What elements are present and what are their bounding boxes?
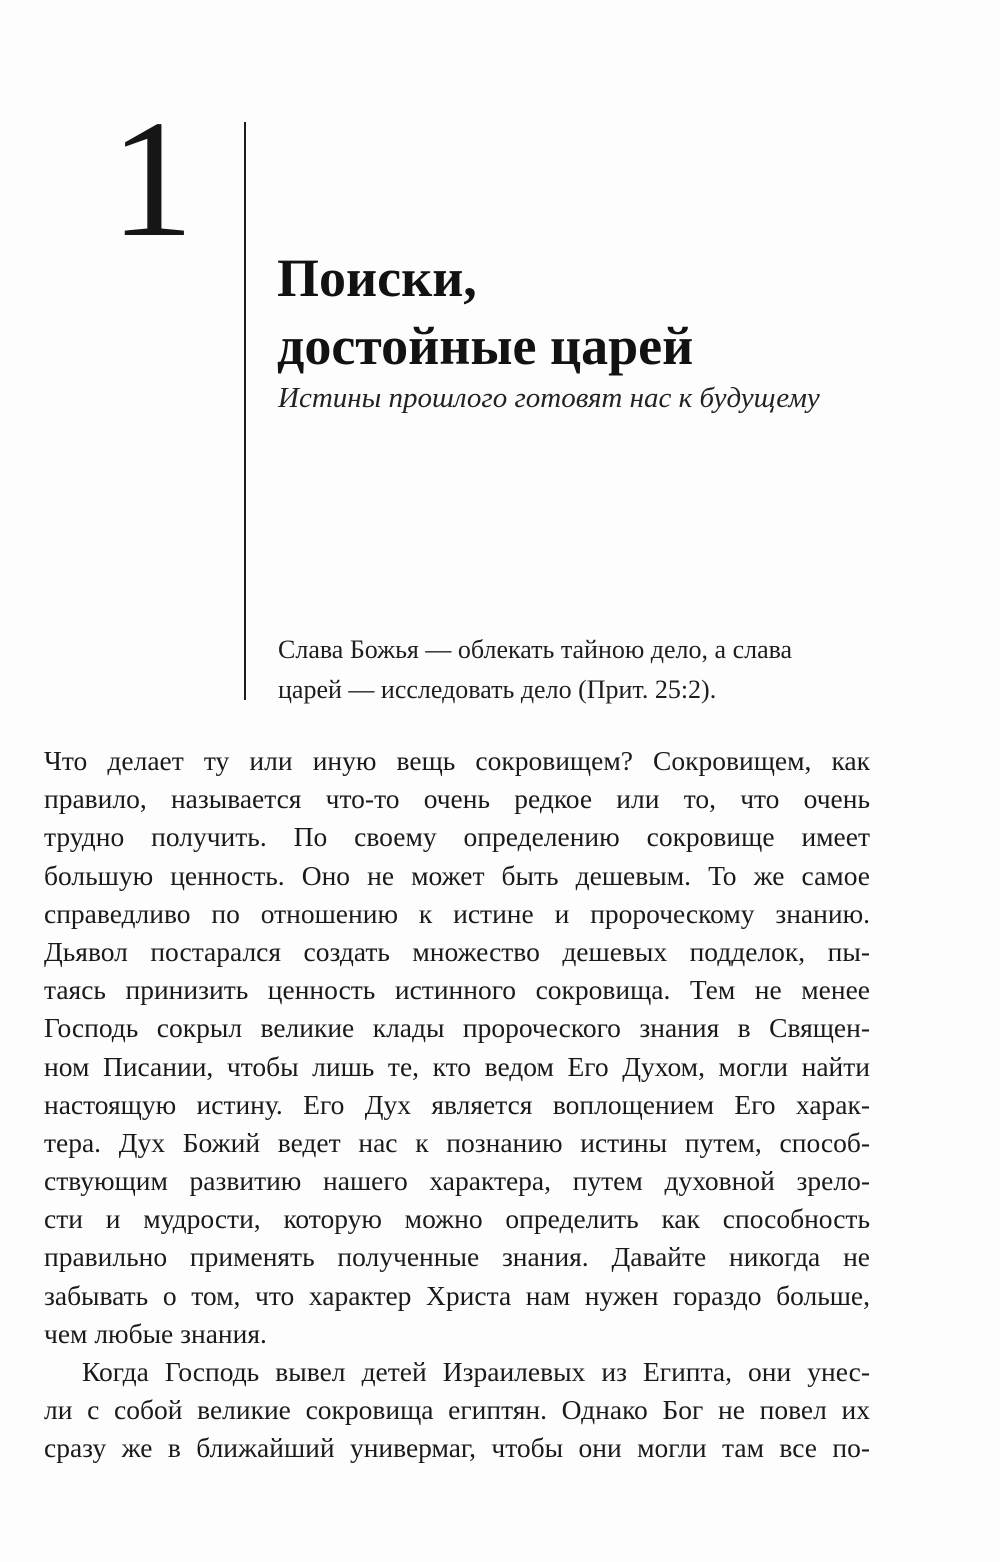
text-line: тера. Дух Божий ведет нас к познанию истины путем, способ- bbox=[44, 1126, 870, 1158]
chapter-title-line: достойные царей bbox=[277, 316, 694, 376]
text-line: таясь принизить ценность истинного сокровища. Тем не менее bbox=[44, 974, 870, 1006]
body-text bbox=[44, 742, 870, 1468]
text-line: настоящую истину. Его Дух является воплощением Его харак- bbox=[44, 1088, 870, 1120]
text-line: сти и мудрости, которую можно определить как способность bbox=[44, 1203, 870, 1235]
text-line: справедливо по отношению к истине и пророческому знанию. bbox=[44, 897, 870, 929]
paragraph bbox=[44, 742, 870, 1353]
epigraph bbox=[278, 630, 878, 710]
text-line: правильно применять полученные знания. Давайте никогда не bbox=[44, 1241, 870, 1273]
text-line: Когда Господь вывел детей Израилевых из Египта, они унес- bbox=[82, 1356, 870, 1387]
chapter-title-line: Поиски, bbox=[277, 248, 477, 308]
paragraph bbox=[44, 1353, 870, 1468]
chapter-title bbox=[277, 244, 693, 380]
text-line: правило, называется что-то очень редкое или то, что очень bbox=[44, 783, 870, 815]
text-line: сразу же в ближайший универмаг, чтобы они могли там все по- bbox=[44, 1432, 870, 1464]
chapter-subtitle: Истины прошлого готовят нас к будущему bbox=[278, 382, 820, 414]
text-line: ли с собой великие сокровища египтян. Однако Бог не повел их bbox=[44, 1394, 870, 1426]
text-line: чем любые знания. bbox=[44, 1317, 267, 1349]
text-line: трудно получить. По своему определению сокровище имеет bbox=[44, 821, 870, 853]
text-line: забывать о том, что характер Христа нам нужен гораздо больше, bbox=[44, 1279, 870, 1311]
text-line: Господь сокрыл великие клады пророческого знания в Священ- bbox=[44, 1012, 870, 1044]
text-line: большую ценность. Оно не может быть дешевым. То же самое bbox=[44, 859, 870, 891]
epigraph-line: Слава Божья — облекать тайною дело, а слава bbox=[278, 635, 793, 664]
vertical-divider bbox=[244, 122, 246, 700]
epigraph-line: царей — исследовать дело (Прит. 25:2). bbox=[278, 675, 717, 704]
text-line: Что делает ту или иную вещь сокровищем? Сокровищем, как bbox=[44, 745, 870, 776]
text-line: ствующим развитию нашего характера, путем духовной зрело- bbox=[44, 1165, 870, 1197]
text-line: Дьявол постарался создать множество дешевых подделок, пы- bbox=[44, 935, 870, 967]
chapter-number: 1 bbox=[110, 86, 194, 272]
text-line: ном Писании, чтобы лишь те, кто ведом Его Духом, могли найти bbox=[44, 1050, 870, 1082]
